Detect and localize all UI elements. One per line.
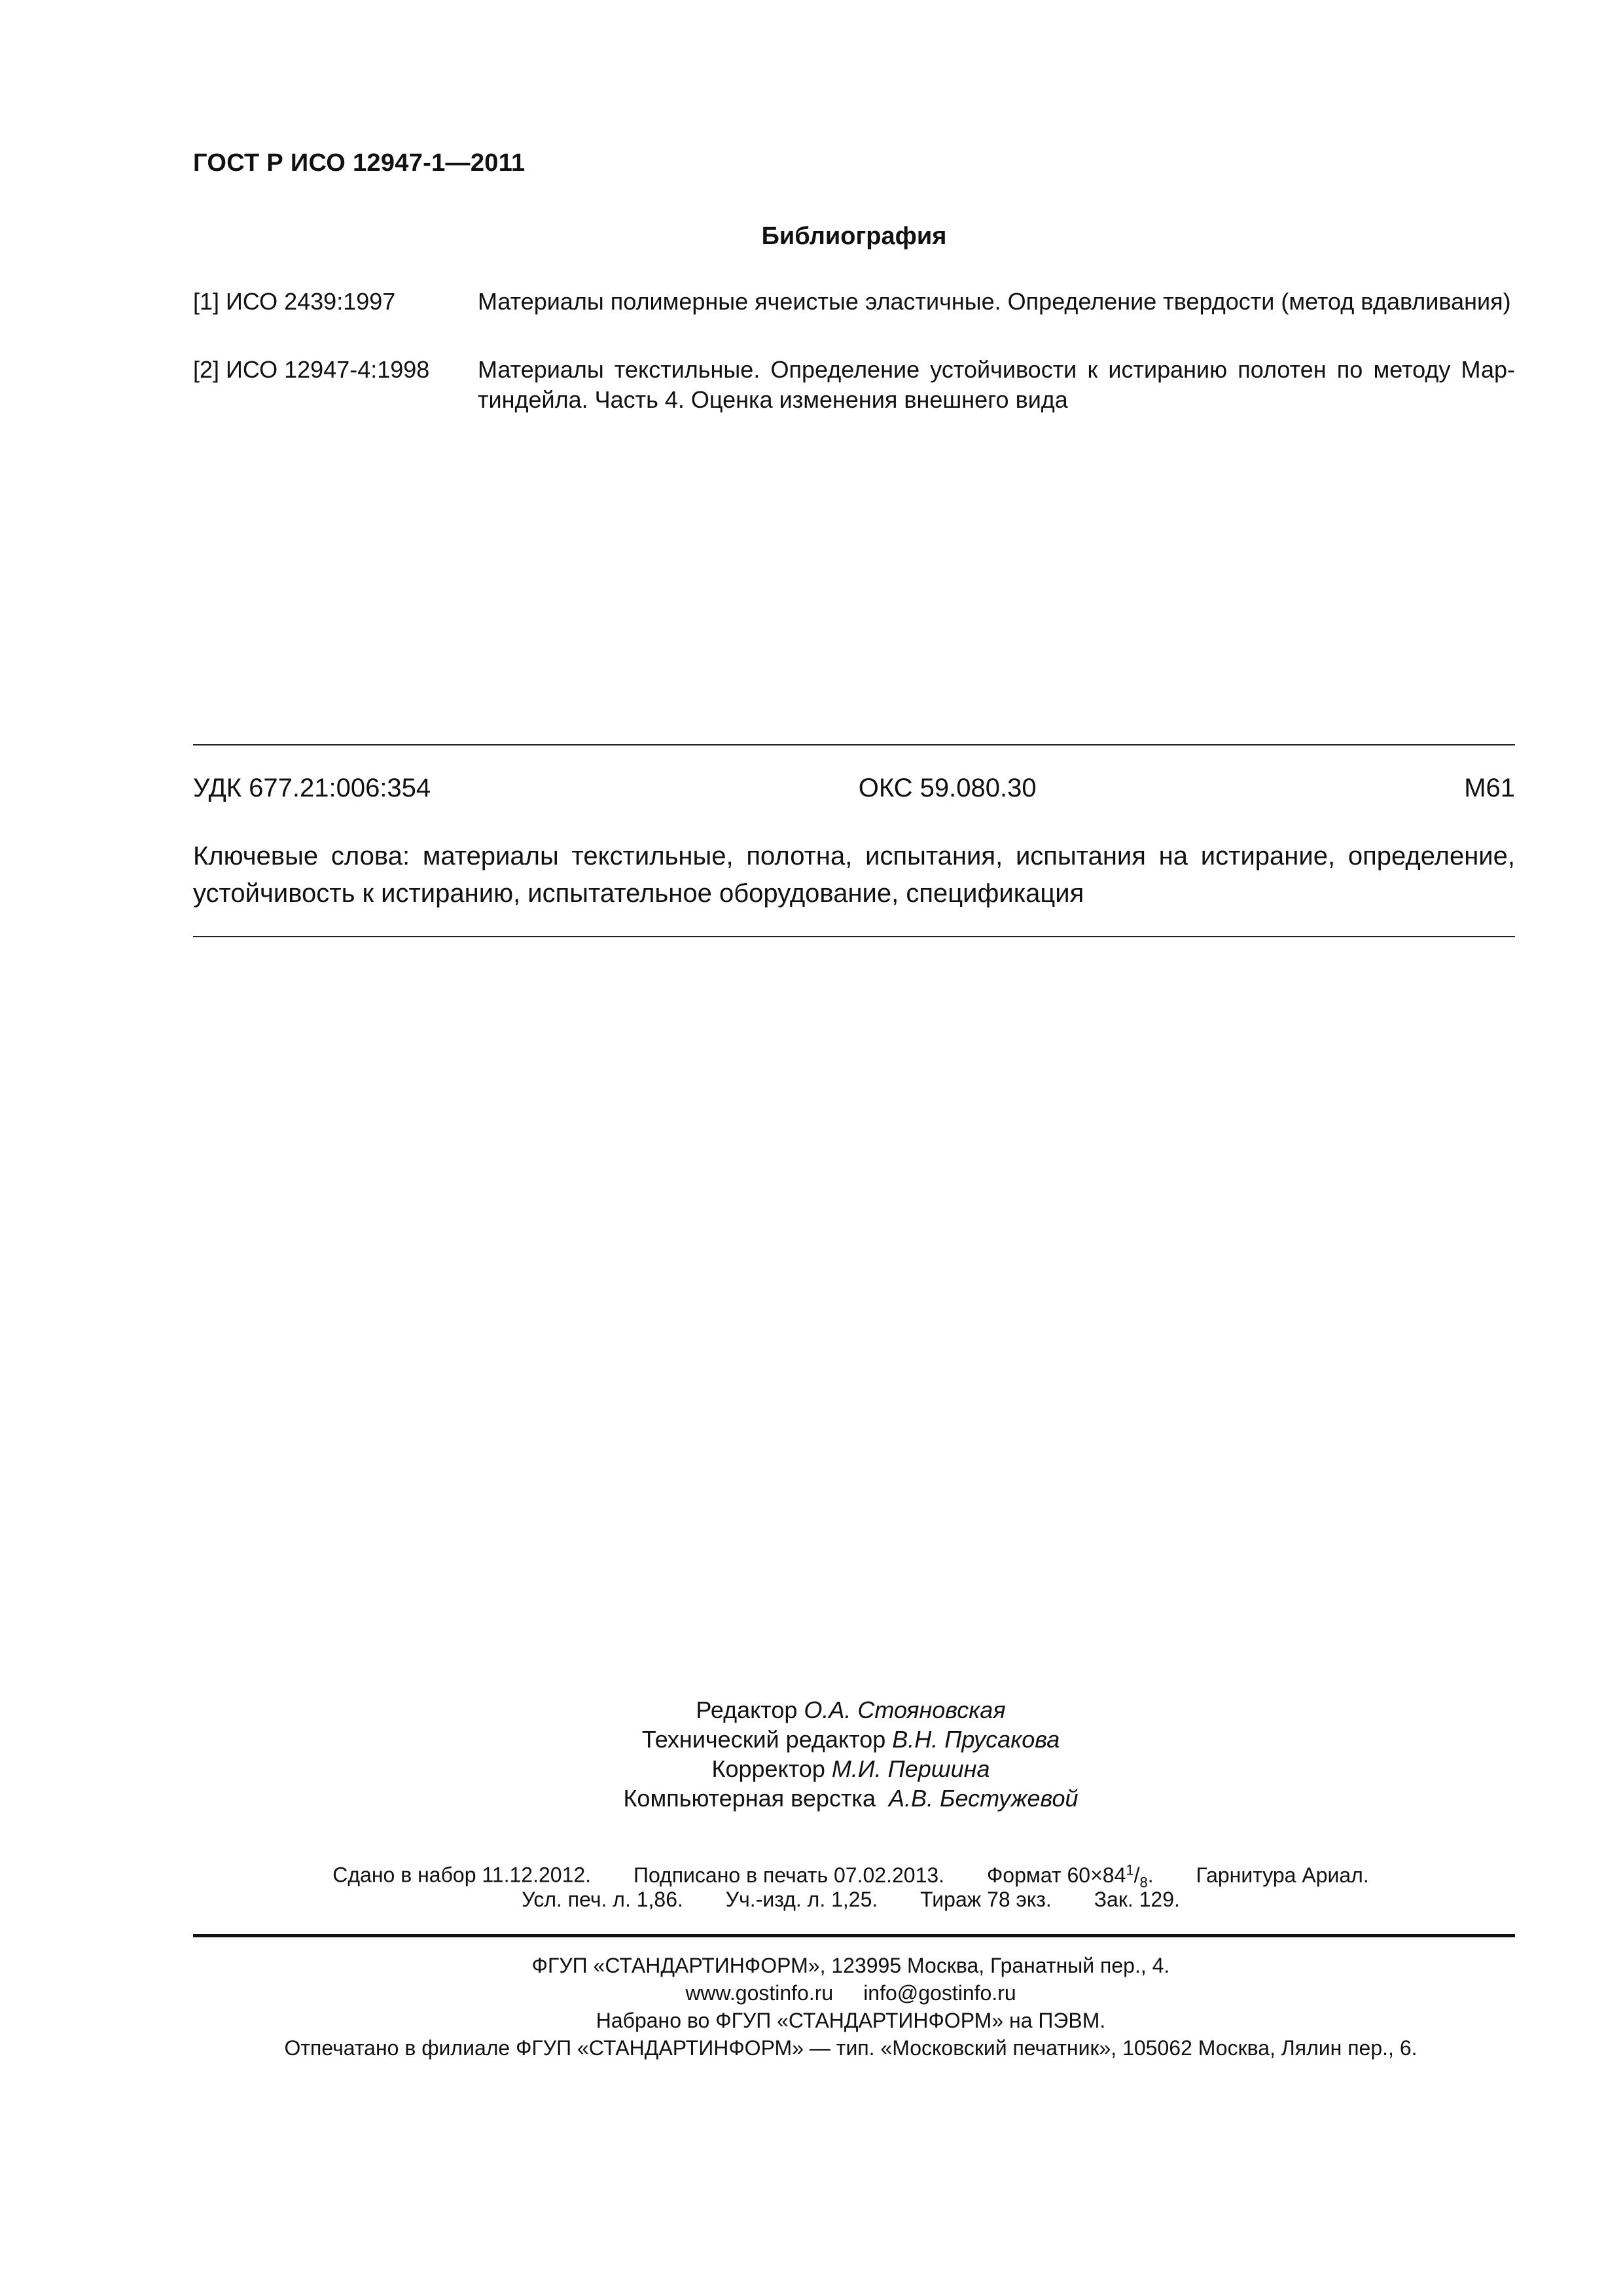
udk-code: УДК 677.21:006:354 [193,774,431,802]
bibliography-code: [1] ИСО 2439:1997 [193,288,396,315]
tech-editor-name: В.Н. Прусакова [892,1726,1060,1753]
credit-corrector: Корректор М.И. Першина [711,1755,990,1782]
email: info@gostinfo.ru [863,1981,1016,2005]
layout-name: А.В. Бестужевой [889,1785,1079,1812]
classification-row [193,774,1515,803]
contacts [0,1979,1623,2007]
divider [193,744,1515,745]
typeset-note: Набрано во ФГУП «СТАНДАРТИНФОРМ» на ПЭВМ. [596,2009,1106,2032]
corrector-name: М.И. Першина [831,1755,990,1782]
credits-block [0,1695,1623,1813]
publisher-address: ФГУП «СТАНДАРТИНФОРМ», 123995 Москва, Гранатный пер., 4. [531,1954,1170,1977]
category-code: М61 [1464,774,1515,802]
printed-note: Отпечатано в филиале ФГУП «СТАНДАРТИНФОРМ» — тип. «Московский печатник», 105062 Москва, Лялин пер., 6. [284,2036,1418,2060]
order-number: Зак. 129. [1094,1888,1180,1911]
bibliography-title: Библиография [761,223,947,250]
bibliography-text: Материалы полимерные ячеистые эластичные. Определение твердости (метод вдавливания) [478,288,1511,315]
standard-id: ГОСТ Р ИСО 12947-1—2011 [193,149,526,177]
footer [0,1952,1623,2062]
website: www.gostinfo.ru [685,1981,834,2005]
bibliography-entry [193,355,1515,415]
signed-date: Подписано в печать 07.02.2013. [633,1863,945,1887]
divider [193,936,1515,937]
credit-editor: Редактор О.А. Стояновская [696,1696,1006,1723]
pub-sheets: Уч.-изд. л. 1,25. [725,1888,878,1911]
credit-tech-editor: Технический редактор В.Н. Прусакова [641,1726,1060,1753]
circulation: Тираж 78 экз. [920,1888,1052,1911]
bibliography-code: [2] ИСО 12947-4:1998 [193,356,430,383]
print-sheets: Усл. печ. л. 1,86. [522,1888,683,1911]
oks-code: ОКС 59.080.30 [858,774,1037,802]
set-date: Сдано в набор 11.12.2012. [332,1863,592,1887]
publication-line-2 [0,1885,1623,1914]
divider-thick [193,1934,1515,1937]
bibliography-entry [193,287,1515,317]
editor-name: О.А. Стояновская [804,1696,1006,1723]
bibliography-text: Материалы текстильные. Определение устойчивости к истиранию полотен по методу Мартиндейла. Часть 4. Оценка изменения внешнего вида [478,356,1515,413]
font-name: Гарнитура Ариал. [1196,1863,1369,1887]
keywords: Ключевые слова: материалы текстильные, полотна, испытания, испытания на истирание, определение, устойчивость к истиранию, испытательное оборудование, спецификация [193,842,1515,908]
credit-layout: Компьютерная верстка А.В. Бестужевой [623,1785,1079,1812]
format: Формат $60\times 84^1/_8$. [986,1861,1154,1891]
